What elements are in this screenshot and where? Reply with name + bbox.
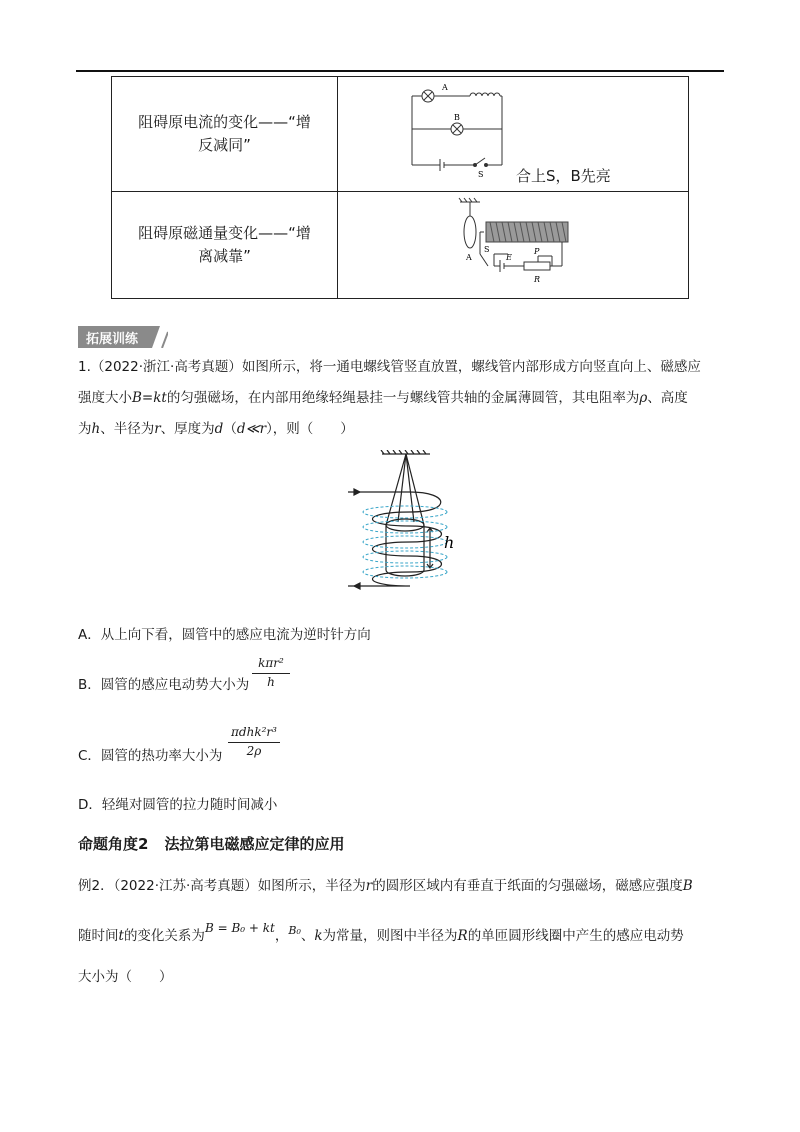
section-heading: 命题角度2 法拉第电磁感应定律的应用 bbox=[78, 835, 345, 853]
switch-label: S bbox=[484, 245, 490, 254]
rule-description: 阻碍原电流的变化——“增 反减同” bbox=[112, 77, 338, 192]
example-2-line-1: 例2．（2022·江苏·高考真题）如图所示，半径为r的圆形区域内有垂直于纸面的匀强磁场，磁感应强度B bbox=[78, 878, 693, 894]
height-label: h bbox=[444, 533, 455, 552]
rule-description: 阻碍原磁通量变化——“增 离减靠” bbox=[112, 192, 338, 299]
ring-solenoid-diagram bbox=[338, 192, 690, 298]
lamp-a-label: A bbox=[442, 83, 448, 92]
table-row bbox=[112, 192, 689, 299]
question-1-line-3: 为h、半径为r、厚度为d（d≪r），则（ ） bbox=[78, 421, 354, 437]
option-b-fraction: kπr² h bbox=[252, 656, 290, 689]
header-rule bbox=[76, 70, 724, 72]
option-c-fraction: πdhk²r³ 2ρ bbox=[228, 725, 280, 758]
example-2-line-3: 大小为（ ） bbox=[78, 969, 173, 985]
option-c: C．圆管的热功率大小为 bbox=[78, 748, 223, 764]
example-2-line-2: 随时间t的变化关系为B = B₀ + kt，$^{B_0}$、k为常量，则图中半径为R的单匝圆形线圈中产生的感应电动势 bbox=[78, 921, 684, 944]
table-row bbox=[112, 77, 689, 192]
slider-label: P bbox=[534, 247, 540, 256]
self-inductance-circuit-diagram bbox=[338, 77, 690, 191]
option-d: D．轻绳对圆管的拉力随时间减小 bbox=[78, 797, 278, 813]
circuit-figure-cell bbox=[338, 77, 689, 192]
ring-label: A bbox=[466, 253, 472, 262]
lamp-b-label: B bbox=[454, 113, 460, 122]
solenoid-tube-figure bbox=[340, 450, 470, 605]
solenoid-figure-cell bbox=[338, 192, 689, 299]
question-1-line-2: 强度大小B=kt的匀强磁场，在内部用绝缘轻绳悬挂一与螺线管共轴的金属薄圆管，其电阻率为ρ、高度 bbox=[78, 390, 688, 406]
figure-caption: 合上S，B先亮 bbox=[516, 167, 611, 185]
switch-label: S bbox=[478, 170, 484, 179]
resistor-label: R bbox=[534, 275, 541, 284]
option-a: A．从上向下看，圆管中的感应电流为逆时针方向 bbox=[78, 627, 371, 643]
option-b: B．圆管的感应电动势大小为 bbox=[78, 677, 250, 693]
summary-table bbox=[111, 76, 689, 299]
question-1-line-1: 1.（2022·浙江·高考真题）如图所示，将一通电螺线管竖直放置，螺线管内部形成方向竖直向上、磁感应 bbox=[78, 359, 701, 375]
emf-label: E bbox=[506, 253, 512, 262]
section-tag: 拓展训练 bbox=[86, 332, 139, 347]
